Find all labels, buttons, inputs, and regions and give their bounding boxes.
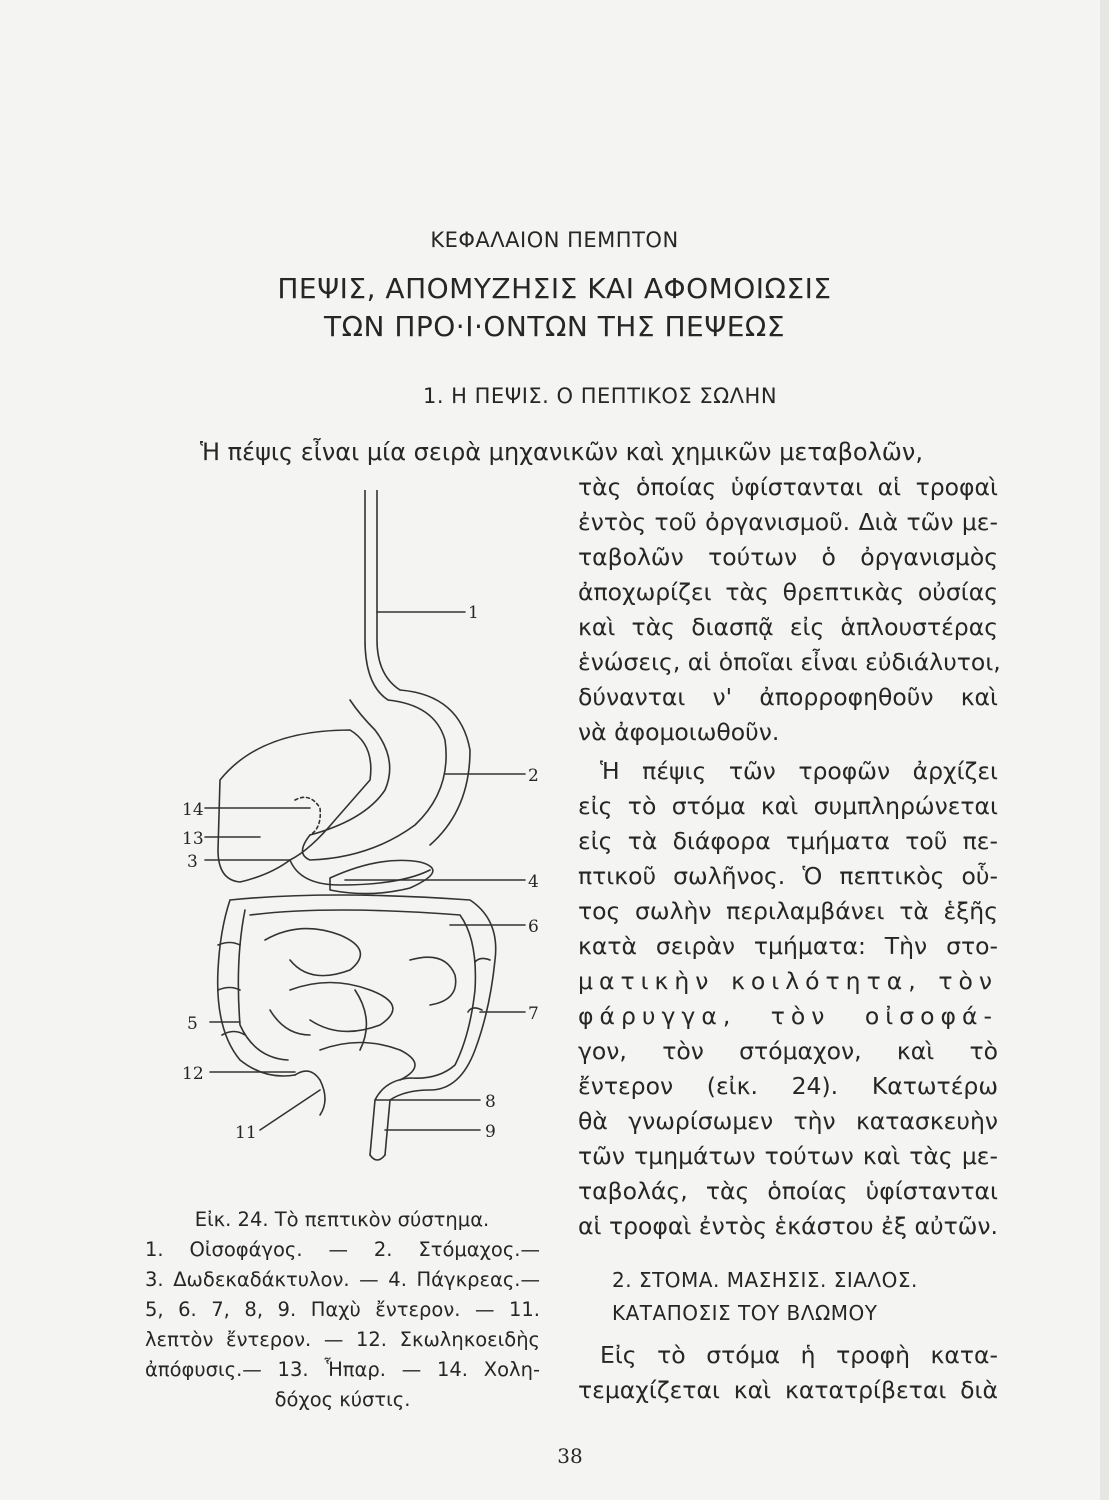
figure-caption-line: 1. Οἰσοφάγος. — 2. Στόμαχος.— — [145, 1238, 540, 1261]
figure-caption-line: 5, 6. 7, 8, 9. Παχὺ ἔντερον. — 11. — [145, 1298, 540, 1321]
body-line: ταβολῶν τούτων ὁ ὀργανισμὸς — [578, 543, 998, 571]
body-line: φάρυγγα, τὸν οἰσοφά- — [578, 1002, 998, 1030]
large-intestine — [218, 895, 496, 1155]
body-line: εἰς τὸ στόμα καὶ συμπληρώνεται — [578, 792, 998, 820]
body-line: δύνανται ν' ἀπορροφηθοῦν καὶ — [578, 683, 998, 711]
small-intestine — [265, 929, 456, 1080]
figure-caption-line: ἀπόφυσις.— 13. Ἧπαρ. — 14. Χολη- — [145, 1358, 540, 1381]
figure-caption-line: δόχος κύστις. — [274, 1388, 411, 1411]
pancreas — [330, 860, 433, 893]
appendix — [295, 1071, 325, 1115]
body-line: Ἡ πέψις τῶν τροφῶν ἀρχίζει — [600, 757, 998, 785]
body-line: νὰ ἀφομοιωθοῦν. — [578, 718, 780, 746]
figure-label: 1 — [468, 603, 479, 623]
figure-label: 3 — [187, 852, 198, 872]
digestive-system-figure — [170, 490, 550, 1170]
figure-label: 2 — [528, 766, 539, 786]
figure-label: 5 — [187, 1014, 198, 1034]
page-number: 38 — [557, 1444, 583, 1468]
body-line: τος σωλὴν περιλαμβάνει τὰ ἑξῆς — [578, 897, 998, 925]
figure-label: 13 — [182, 829, 204, 849]
body-line: ματικὴν κοιλότητα, τὸν — [578, 967, 998, 995]
figure-label: 8 — [485, 1092, 496, 1112]
gallbladder — [295, 797, 320, 835]
body-line: κατὰ σειρὰν τμήματα: Τὴν στο- — [578, 932, 998, 960]
section-2-heading-line-1: 2. ΣΤΟΜΑ. ΜΑΣΗΣΙΣ. ΣΙΑΛΟΣ. — [612, 1268, 918, 1292]
section-2-body-line: Εἰς τὸ στόμα ἡ τροφὴ κατα- — [600, 1341, 998, 1369]
chapter-title — [0, 270, 1109, 346]
body-line: ἀποχωρίζει τὰς θρεπτικὰς οὐσίας — [578, 578, 998, 606]
body-line: πτικοῦ σωλῆνος. Ὁ πεπτικὸς οὗ- — [578, 862, 998, 890]
page-edge — [1100, 0, 1109, 1500]
section-2-heading-line-2: ΚΑΤΑΠΟΣΙΣ ΤΟΥ ΒΛΩΜΟΥ — [612, 1301, 878, 1325]
duodenum — [290, 860, 430, 885]
figure-caption-line: 3. Δωδεκαδάκτυλον. — 4. Πάγκρεας.— — [145, 1268, 540, 1291]
figure-label: 14 — [182, 800, 204, 820]
body-line: θὰ γνωρίσωμεν τὴν κατασκευὴν — [578, 1107, 998, 1135]
body-line: τὰς ὁποίας ὑφίστανται αἱ τροφαὶ — [578, 473, 998, 501]
figure-caption-title: Εἰκ. 24. Τὸ πεπτικὸν σύστημα. — [194, 1208, 490, 1231]
figure-label: 7 — [528, 1004, 539, 1024]
section-2-body-line: τεμαχίζεται καὶ κατατρίβεται διὰ — [578, 1376, 998, 1404]
body-line: ἔντερον (εἰκ. 24). Κατωτέρω — [578, 1072, 998, 1100]
figure-label: 11 — [235, 1123, 257, 1143]
body-line: ἑνώσεις, αἱ ὁποῖαι εἶναι εὐδιάλυτοι, — [578, 648, 1001, 676]
body-line: τῶν τμημάτων τούτων καὶ τὰς με- — [578, 1142, 998, 1170]
figure-label: 4 — [528, 872, 539, 892]
section-1-heading: 1. Η ΠΕΨΙΣ. Ο ΠΕΠΤΙΚΟΣ ΣΩΛΗΝ — [422, 384, 778, 408]
body-line: αἱ τροφαὶ ἐντὸς ἑκάστου ἐξ αὐτῶν. — [578, 1212, 998, 1240]
figure-label: 6 — [528, 917, 539, 937]
body-line: ἐντὸς τοῦ ὀργανισμοῦ. Διὰ τῶν με- — [578, 508, 998, 536]
chapter-label: ΚΕΦΑΛΑΙΟΝ ΠΕΜΠΤΟΝ — [430, 228, 679, 252]
figure-label: 9 — [485, 1122, 496, 1142]
body-line: γον, τὸν στόμαχον, καὶ τὸ — [578, 1037, 998, 1065]
figure-caption-line: λεπτὸν ἔντερον. — 12. Σκωληκοειδὴς — [145, 1328, 540, 1351]
body-line: καὶ τὰς διασπᾷ εἰς ἁπλουστέρας — [578, 613, 998, 641]
chapter-title-line-2: ΤΩΝ ΠΡΟ·Ι·ΟΝΤΩΝ ΤΗΣ ΠΕΨΕΩΣ — [323, 310, 786, 343]
chapter-title-line-1: ΠΕΨΙΣ, ΑΠΟΜΥΖΗΣΙΣ ΚΑΙ ΑΦΟΜΟΙΩΣΙΣ — [277, 272, 832, 305]
stomach — [303, 700, 447, 860]
body-line: εἰς τὰ διάφορα τμήματα τοῦ πε- — [578, 827, 998, 855]
figure-label: 12 — [182, 1064, 204, 1084]
body-line: ταβολάς, τὰς ὁποίας ὑφίστανται — [578, 1177, 998, 1205]
opening-line: Ἡ πέψις εἶναι μία σειρὰ μηχανικῶν καὶ χημικῶν μεταβολῶν, — [200, 438, 923, 466]
